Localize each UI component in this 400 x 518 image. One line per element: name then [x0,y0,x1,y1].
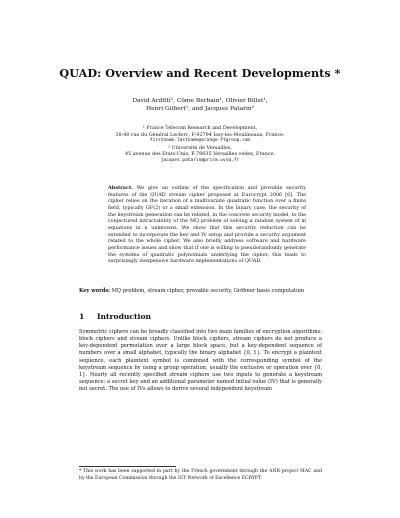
affiliation-2-line-1: ² Université de Versailles, [168,144,232,151]
affiliation-1-line-1: ¹ France Telecom Research and Development, [142,125,258,131]
affiliation-1-email: firstname.lastname@orange-ftgroup.com [149,138,251,143]
footnote: * This work has been supported in part by the French government through the ANR project MAC and by the European Commission through the IST Network of Excellence ECRYPT. [79,469,322,481]
footnote-rule [79,466,176,467]
affiliation-2-email: jacques.patarin@prism.uvsq.fr [160,157,240,163]
paper-title: QUAD: Overview and Recent Developments * [59,66,341,80]
author-line-1: David Arditti¹, Côme Berbain¹, Olivier Billet¹, [132,98,268,104]
abstract [108,185,306,265]
abstract-label: Abstract. [108,185,133,191]
section-heading [79,312,151,321]
section-title: Introduction [96,312,152,321]
introduction-body [79,329,322,393]
keywords-label: Key words: [79,288,111,294]
affiliations [50,125,350,164]
author-line-2: Henri Gilbert¹, and Jacques Patarin² [145,106,255,113]
section-number: 1 [79,312,85,321]
keywords-text: MQ problem, stream cipher, provable security, Gröbner basis computation [111,288,305,294]
author-list [60,97,340,113]
introduction-paragraph: Symmetric ciphers can be broadly classified into two main families of encryption algorithms: block ciphers and stream ciphers. Unlike block ciphers, stream ciphers do not produce a key-dependent permutation over a large block space, but a key-dependent sequence of numbers over a small alphabet, typically the binary alphabet {0, 1}. To encrypt a plaintext sequence, each plaintext symbol is combined with the corresponding symbol of the keystream sequence by using a group operation, usually the exclusive or operation over {0, 1}. Nearly all recently specified stream ciphers use two inputs to generate a keystream sequence: a secret key and an additional parameter named initial value (IV) that is generally not secret. The use of IVs allows to derive several independent keystream [79,329,322,393]
affiliation-2-line-2: 45 avenue des Etats-Unis, F-78035 Versailles cedex, France. [124,151,276,157]
keywords [79,288,322,295]
affiliation-1-line-2: 38-40 rue du Général Leclerc, F-92794 Issy-les-Moulineaux, France. [115,131,285,138]
abstract-text: We give an outline of the specification and provable security features of the QUAD stream cipher proposed at Eurocrypt 2006 [6]. The cipher relies on the iteration of a multivariate quadratic function over a finite field, typically GF(2) or a small extension. In the binary case, the security of the keystream generation can be related, in the concrete security model, to the conjectured intractability of the MQ problem of solving a random system of m equations in n unknowns. We show that this security reduction can be extended to incorporate the key and IV setup and provide a security argument related to the whole cipher. We also briefly address software and hardware performance issues and show that if one is willing to pseudorandomly generate the systems of quadratic polynomials underlying the cipher, this leads to surprisingly inexpensive hardware implementations of QUAD. [108,185,306,265]
